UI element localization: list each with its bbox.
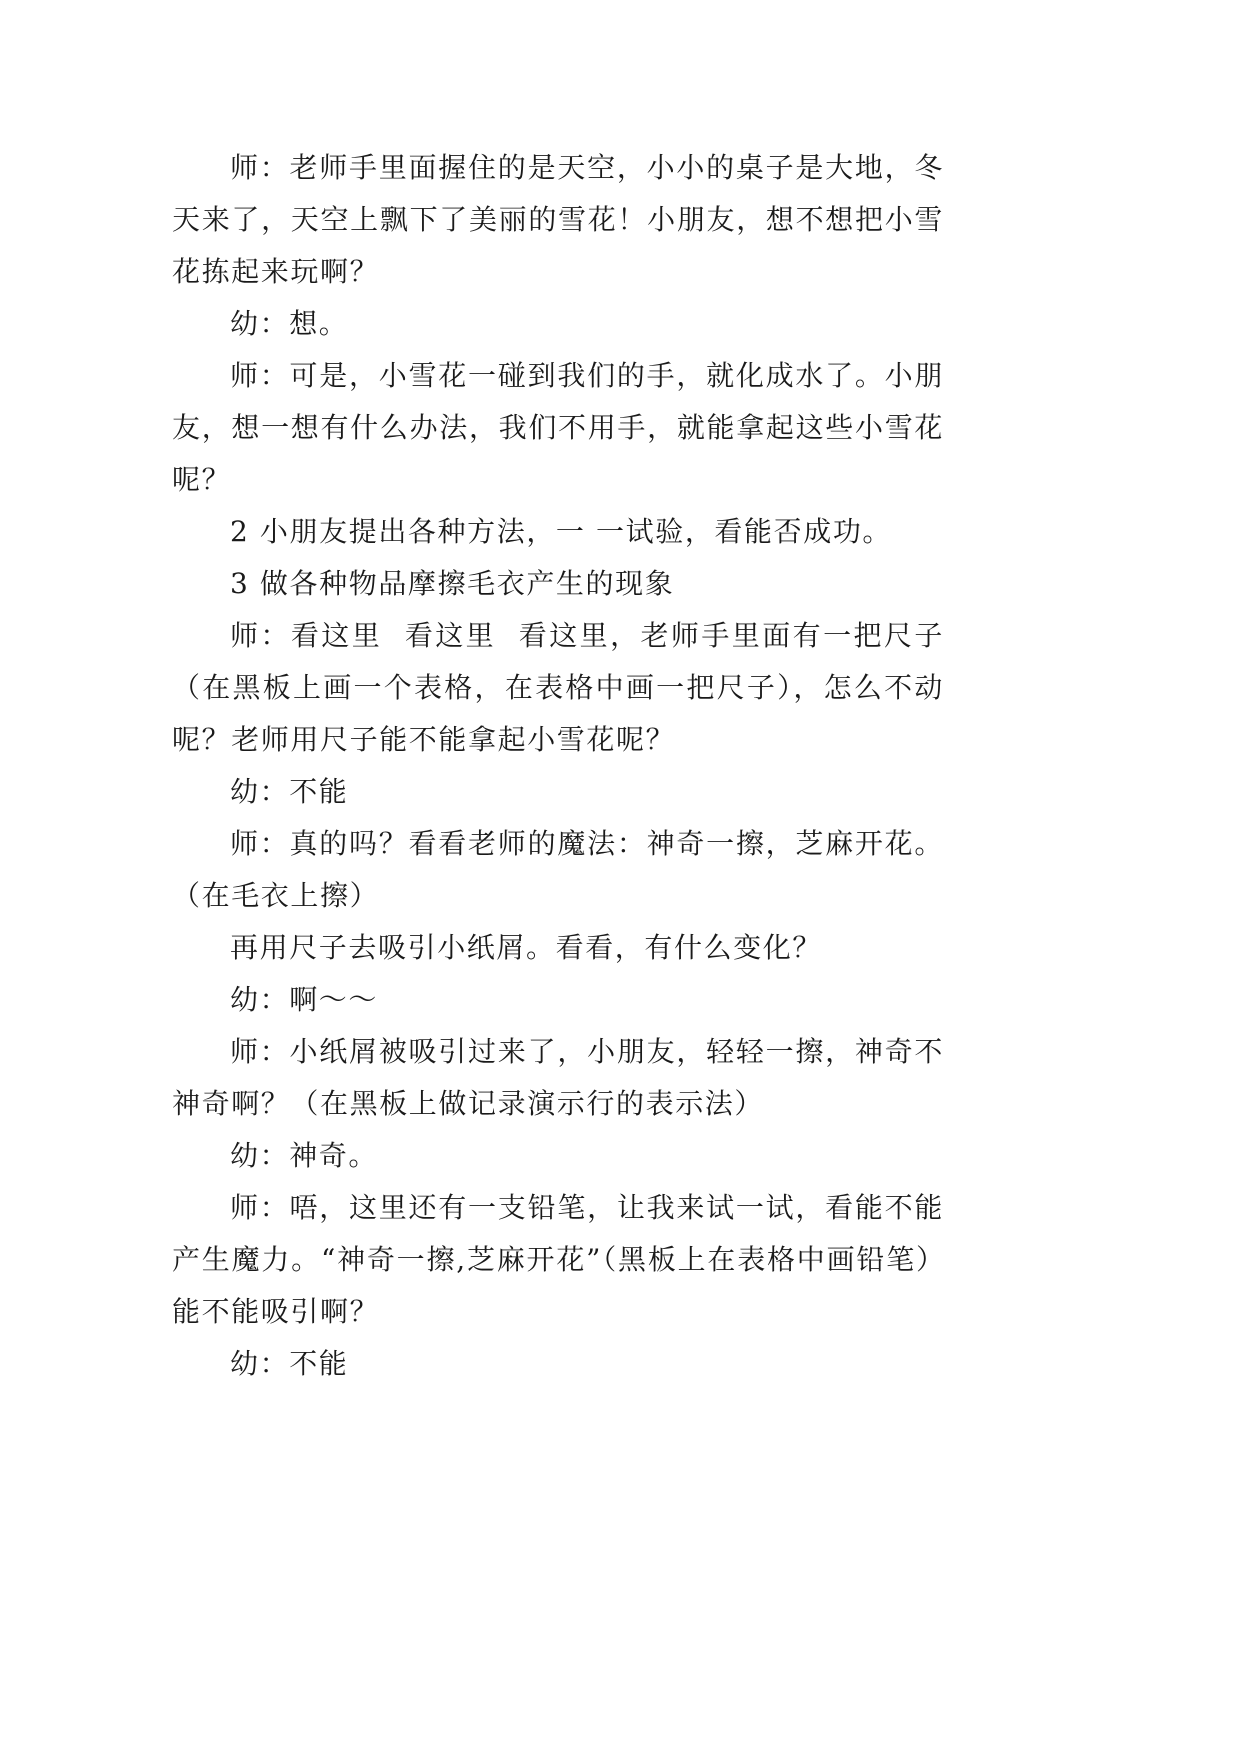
- text-line: 呢？: [172, 463, 232, 496]
- text-line: 呢？老师用尺子能不能拿起小雪花呢？: [172, 723, 676, 756]
- text-line: 2 小朋友提出各种方法，一 一试验，看能否成功。: [230, 515, 893, 548]
- text-line: 幼：不能: [230, 775, 349, 808]
- text-line: 产生魔力。“神奇一擦,芝麻开花”（黑板上在表格中画铅笔）: [172, 1243, 944, 1276]
- text-line: 师：老师手里面握住的是天空，小小的桌子是大地，冬: [230, 151, 944, 184]
- text-line: 师：真的吗？看看老师的魔法：神奇一擦，芝麻开花。: [230, 827, 944, 860]
- text-line: （在毛衣上擦）: [172, 879, 380, 912]
- text-line: 友，想一想有什么办法，我们不用手，就能拿起这些小雪花: [172, 411, 944, 444]
- text-line: 幼：想。: [230, 307, 349, 340]
- text-line: 师：唔，这里还有一支铅笔，让我来试一试，看能不能: [230, 1191, 944, 1224]
- text-line: 花拣起来玩啊？: [172, 255, 380, 288]
- text-line: （在黑板上画一个表格，在表格中画一把尺子），怎么不动: [172, 671, 944, 704]
- text-line: 幼：神奇。: [230, 1139, 379, 1172]
- text-line: 师：看这里 看这里 看这里，老师手里面有一把尺子: [230, 619, 944, 652]
- document-page: [172, 142, 944, 1390]
- text-line: 幼：啊～～: [230, 983, 379, 1016]
- text-line: 能不能吸引啊？: [172, 1295, 380, 1328]
- text-line: 师：小纸屑被吸引过来了，小朋友，轻轻一擦，神奇不: [230, 1035, 944, 1068]
- text-line: 师：可是，小雪花一碰到我们的手，就化成水了。小朋: [230, 359, 944, 392]
- text-line: 再用尺子去吸引小纸屑。看看，有什么变化？: [230, 931, 823, 964]
- text-line: 幼：不能: [230, 1347, 349, 1380]
- text-line: 3 做各种物品摩擦毛衣产生的现象: [230, 567, 675, 600]
- text-line: 神奇啊？（在黑板上做记录演示行的表示法）: [172, 1087, 765, 1120]
- text-line: 天来了，天空上飘下了美丽的雪花！小朋友，想不想把小雪: [172, 203, 944, 236]
